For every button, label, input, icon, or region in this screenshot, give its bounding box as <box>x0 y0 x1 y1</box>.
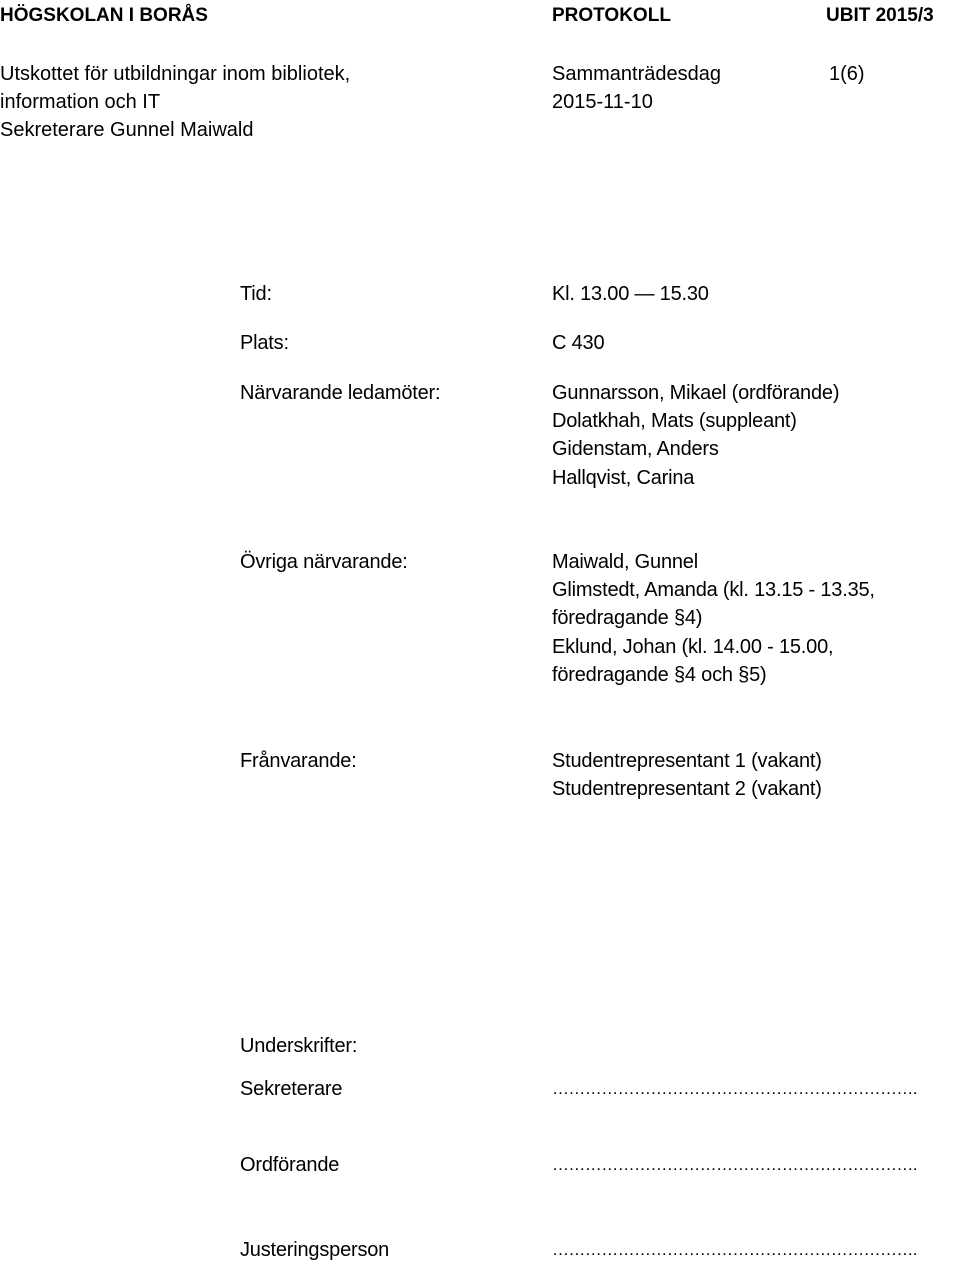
committee-name-line1: Utskottet för utbildningar inom bibliotek, <box>0 63 351 85</box>
plats-value: C 430 <box>552 332 605 354</box>
ovriga-item: föredragande §4) <box>552 607 703 630</box>
meeting-label: Sammanträdesdag <box>552 63 721 85</box>
signature-label-secretary: Sekreterare <box>240 1078 343 1100</box>
org-name: HÖGSKOLAN I BORÅS <box>0 5 208 26</box>
ovriga-item: föredragande §4 och §5) <box>552 663 767 686</box>
tid-value: Kl. 13.00 — 15.30 <box>552 283 709 305</box>
tid-label: Tid: <box>240 283 272 305</box>
secretary-name: Sekreterare Gunnel Maiwald <box>0 119 254 141</box>
plats-label: Plats: <box>240 332 289 354</box>
document-id: UBIT 2015/3 <box>826 5 934 26</box>
signature-line-secretary: …………………………………………………………. <box>552 1079 917 1098</box>
ovriga-item: Glimstedt, Amanda (kl. 13.15 - 13.35, <box>552 579 875 602</box>
document-type: PROTOKOLL <box>552 5 671 26</box>
ovriga-list <box>552 548 875 689</box>
franvarande-item: Studentrepresentant 1 (vakant) <box>552 750 822 772</box>
narvarande-item: Hallqvist, Carina <box>552 466 695 489</box>
page-number: 1(6) <box>829 63 865 85</box>
signature-line-adjuster: …………………………………………………………. <box>552 1240 917 1259</box>
narvarande-item: Dolatkhah, Mats (suppleant) <box>552 410 797 433</box>
franvarande-item: Studentrepresentant 2 (vakant) <box>552 778 822 801</box>
ovriga-item: Maiwald, Gunnel <box>552 551 698 573</box>
signatures-heading: Underskrifter: <box>240 1035 358 1057</box>
narvarande-list <box>552 379 839 492</box>
narvarande-item: Gidenstam, Anders <box>552 438 719 461</box>
ovriga-label: Övriga närvarande: <box>240 551 408 573</box>
ovriga-item: Eklund, Johan (kl. 14.00 - 15.00, <box>552 635 834 658</box>
franvarande-label: Frånvarande: <box>240 750 357 772</box>
franvarande-list <box>552 747 822 803</box>
committee-name-line2: information och IT <box>0 91 161 113</box>
narvarande-label: Närvarande ledamöter: <box>240 382 441 404</box>
signature-label-adjuster: Justeringsperson <box>240 1239 390 1261</box>
signature-line-chair: …………………………………………………………. <box>552 1155 917 1174</box>
narvarande-item: Gunnarsson, Mikael (ordförande) <box>552 382 840 404</box>
signature-label-chair: Ordförande <box>240 1154 340 1176</box>
meeting-date: 2015-11-10 <box>552 91 653 113</box>
